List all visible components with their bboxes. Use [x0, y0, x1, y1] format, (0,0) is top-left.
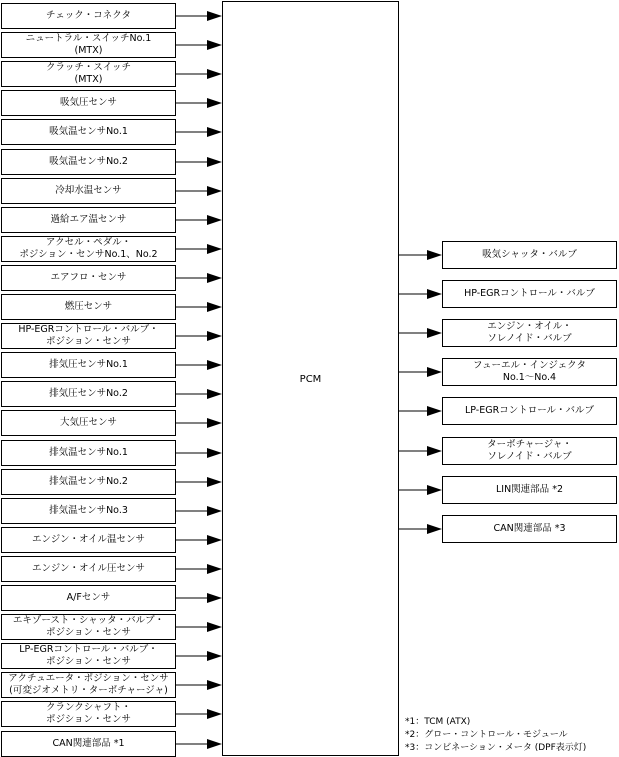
input-component-box: クラッチ・スイッチ (MTX)	[1, 61, 176, 87]
output-component-box: エンジン・オイル・ ソレノイド・バルブ	[442, 319, 617, 347]
input-component-box: チェック・コネクタ	[1, 3, 176, 29]
pcm-label: PCM	[299, 374, 322, 385]
footnote-1: *1：TCM (ATX)	[405, 717, 471, 727]
input-component-box: 過給エア温センサ	[1, 207, 176, 233]
input-arrow	[176, 157, 222, 167]
output-arrow	[399, 328, 442, 338]
input-arrow	[176, 127, 222, 137]
output-component-box: 吸気シャッタ・バルブ	[442, 241, 617, 269]
output-arrow	[399, 446, 442, 456]
input-arrow	[176, 40, 222, 50]
input-component-box: 吸気温センサNo.1	[1, 119, 176, 145]
output-component-box: LIN関連部品 *2	[442, 476, 617, 504]
output-arrow	[399, 485, 442, 495]
output-component-box: CAN関連部品 *3	[442, 515, 617, 543]
input-arrow	[176, 622, 222, 632]
input-component-box: LP-EGRコントロール・バルブ・ ポジション・センサ	[1, 643, 176, 669]
input-arrow	[176, 709, 222, 719]
input-arrow	[176, 739, 222, 749]
input-arrow	[176, 11, 222, 21]
input-component-box: 排気温センサNo.3	[1, 498, 176, 524]
input-arrow	[176, 360, 222, 370]
input-arrow	[176, 477, 222, 487]
input-arrow	[176, 244, 222, 254]
input-component-box: HP-EGRコントロール・バルブ・ ポジション・センサ	[1, 323, 176, 349]
input-component-box: エキゾースト・シャッタ・バルブ・ ポジション・センサ	[1, 614, 176, 640]
input-component-box: 排気圧センサNo.2	[1, 381, 176, 407]
output-arrow	[399, 250, 442, 260]
output-arrow	[399, 367, 442, 377]
output-component-box: LP-EGRコントロール・バルブ	[442, 397, 617, 425]
input-arrow	[176, 389, 222, 399]
input-component-box: 燃圧センサ	[1, 294, 176, 320]
output-component-box: ターボチャージャ・ ソレノイド・バルブ	[442, 437, 617, 465]
input-arrow	[176, 331, 222, 341]
input-arrow	[176, 448, 222, 458]
input-component-box: 吸気圧センサ	[1, 90, 176, 116]
input-component-box: 排気温センサNo.2	[1, 469, 176, 495]
input-arrow	[176, 418, 222, 428]
input-component-box: アクチュエータ・ポジション・センサ (可変ジオメトリ・ターボチャージャ)	[1, 672, 176, 698]
input-arrow	[176, 506, 222, 516]
input-arrow	[176, 302, 222, 312]
input-component-box: CAN関連部品 *1	[1, 731, 176, 757]
input-component-box: アクセル・ペダル・ ポジション・センサNo.1、No.2	[1, 236, 176, 262]
output-component-box: HP-EGRコントロール・バルブ	[442, 280, 617, 308]
output-arrow	[399, 524, 442, 534]
input-arrow	[176, 69, 222, 79]
input-arrow	[176, 98, 222, 108]
footnote-3: *3：コンビネーション・メータ (DPF表示灯)	[405, 743, 587, 753]
input-component-box: エアフロ・センサ	[1, 265, 176, 291]
input-component-box: エンジン・オイル温センサ	[1, 527, 176, 553]
output-arrow	[399, 406, 442, 416]
footnote-2: *2：グロー・コントロール・モジュール	[405, 730, 568, 740]
input-arrow	[176, 564, 222, 574]
input-component-box: 排気温センサNo.1	[1, 440, 176, 466]
output-component-box: フューエル・インジェクタ No.1～No.4	[442, 358, 617, 386]
input-arrow	[176, 215, 222, 225]
input-component-box: 排気圧センサNo.1	[1, 352, 176, 378]
input-arrow	[176, 680, 222, 690]
input-arrow	[176, 186, 222, 196]
input-component-box: 冷却水温センサ	[1, 178, 176, 204]
input-component-box: 大気圧センサ	[1, 410, 176, 436]
input-component-box: クランクシャフト・ ポジション・センサ	[1, 701, 176, 727]
input-component-box: 吸気温センサNo.2	[1, 149, 176, 175]
input-arrow	[176, 651, 222, 661]
input-arrow	[176, 535, 222, 545]
input-component-box: ニュートラル・スイッチNo.1 (MTX)	[1, 32, 176, 58]
input-component-box: エンジン・オイル圧センサ	[1, 556, 176, 582]
output-arrow	[399, 289, 442, 299]
input-component-box: A/Fセンサ	[1, 585, 176, 611]
input-arrow	[176, 273, 222, 283]
input-arrow	[176, 593, 222, 603]
